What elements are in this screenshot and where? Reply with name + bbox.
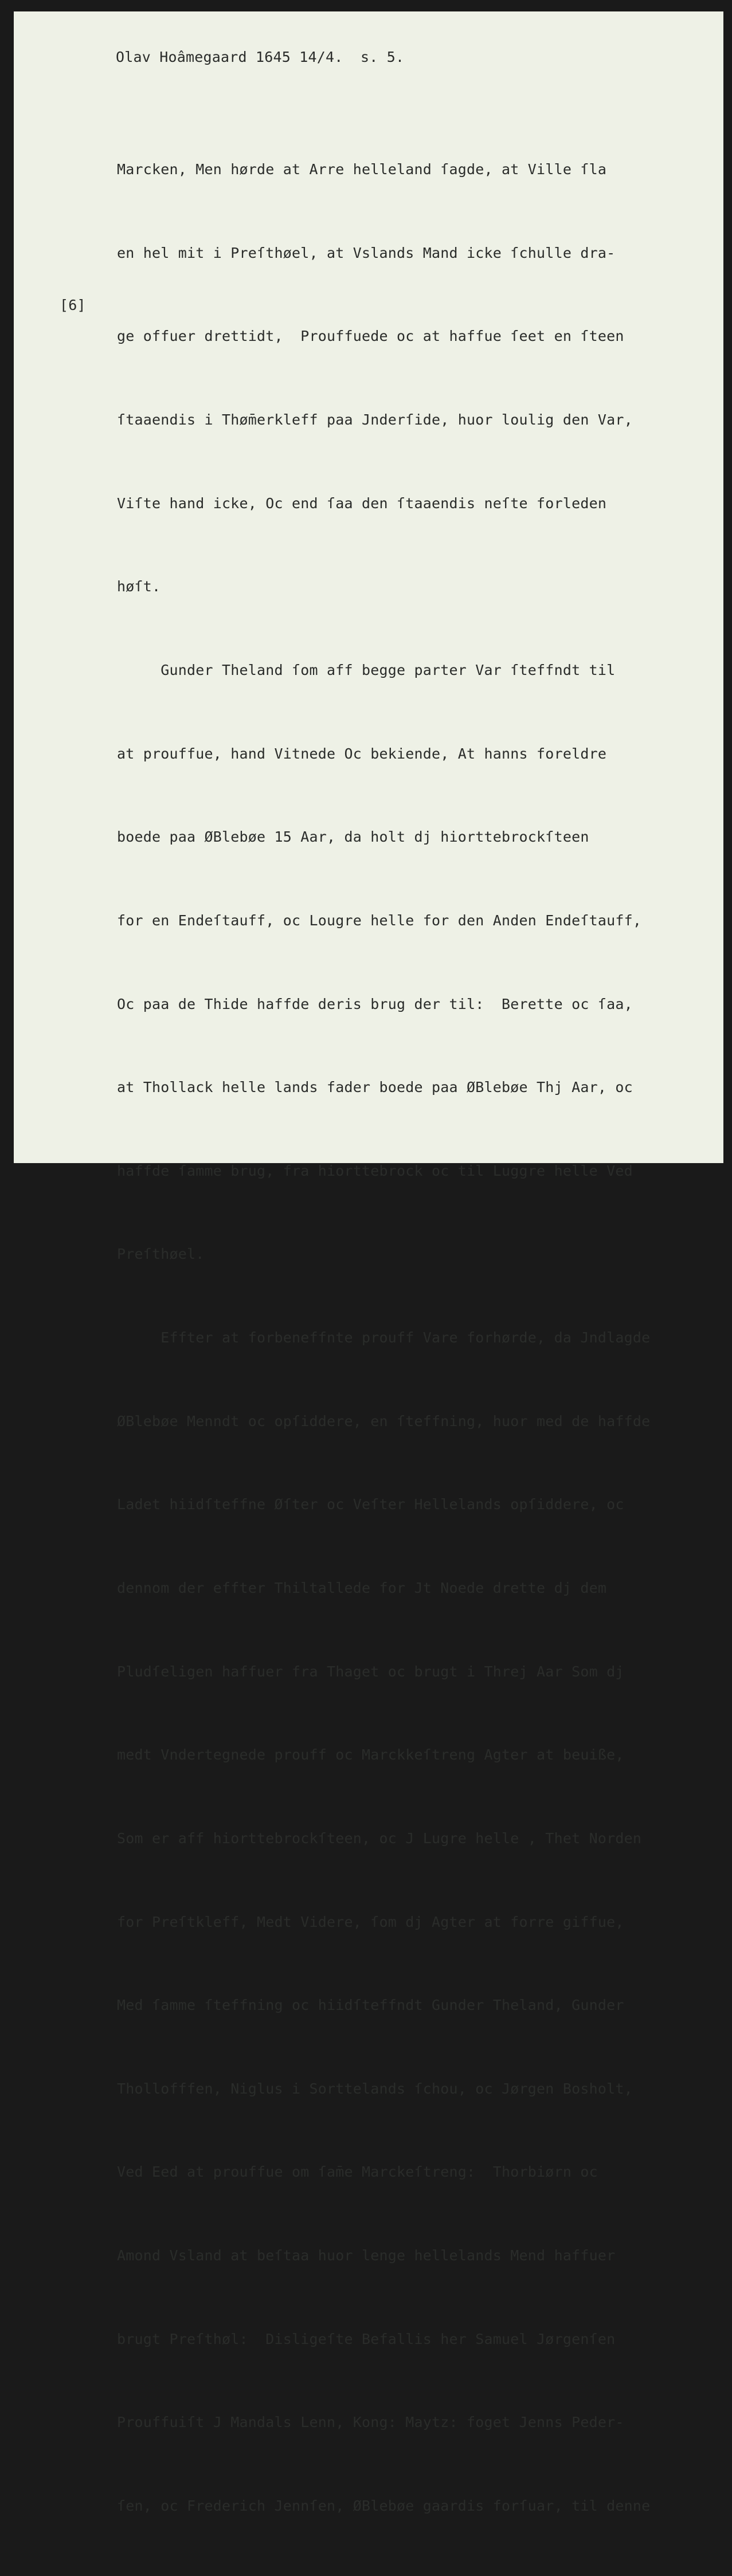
text-line: boede paa ØBlebøe 15 Aar, da holt dj hiorttebrockſteen <box>117 828 589 846</box>
text-line: Viſte hand icke, Oc end ſaa den ſtaaendis neſte forleden <box>117 494 607 512</box>
margin-note: [6] <box>60 297 86 313</box>
text-line: ØBlebøe Menndt oc opſiddere, en ſteffning, huor med de haffde <box>117 1412 651 1430</box>
text-line: Amond Vsland at beſtaa huor lenge hellelands Mend haffuer <box>117 2247 616 2264</box>
text-line: Pludſeligen haffuer fra Thaget oc brugt i Threj Aar Som dj <box>117 1663 624 1680</box>
text-line: for en Endeſtauff, oc Lougre helle for den Anden Endeſtauff, <box>117 912 642 929</box>
text-line: Ladet hiidſteffne Øſter oc Veſter Hellelands opſiddere, oc <box>117 1496 624 1513</box>
text-line: Gunder Theland ſom aff begge parter Var ſteffndt til <box>117 661 616 678</box>
text-line: for Preſtkleff, Medt Videre, ſom dj Agter at forre giffue, <box>117 1913 624 1930</box>
text-line: Marcken, Men hørde at Arre helleland ſagde, at Ville ſla <box>117 161 607 178</box>
text-line: ge offuer drettidt, Prouffuede oc at haffue ſeet en ſteen <box>117 328 624 345</box>
text-line: ſen, oc Frederich Jennſen, ØBlebøe gaardis forſuar, til denne <box>117 2498 651 2515</box>
text-line: Ved Eed at prouffue om ſam̄e Marckeſtreng: Thorbiørn oc <box>117 2163 598 2181</box>
text-line: høſt. <box>117 578 161 595</box>
text-line: ſtaaendis i Thøm̄erkleff paa Jnderſide, huor loulig den Var, <box>117 411 633 429</box>
text-line: en hel mit i Preſthøel, at Vslands Mand icke ſchulle dra- <box>117 244 616 261</box>
text-line: Med ſamme ſteffning oc hiidſteffndt Gunder Theland, Gunder <box>117 1997 624 2014</box>
text-line: Prouffuiſt J Mandals Lenn, Kong: Maytz: foget Jenns Peder- <box>117 2414 624 2431</box>
text-line: at prouffue, hand Vitnede Oc bekiende, At hanns foreldre <box>117 745 607 762</box>
text-line: at Thollack helle lands fader boede paa ØBlebøe Thj Aar, oc <box>117 1079 633 1096</box>
text-line: Thollofffen, Niglus i Sorttelands ſchou, oc Jørgen Bosholt, <box>117 2080 633 2097</box>
text-line: Effter at forbeneffnte prouff Vare forhørde, da Jndlagde <box>117 1329 651 1346</box>
text-line: haffde ſamme brug, fra hiorttebrock oc til Luggre helle Ved <box>117 1162 633 1179</box>
document-page <box>14 11 723 2515</box>
text-line: Preſthøel. <box>117 1246 205 1263</box>
text-line: Som er aff hiorttebrockſteen, oc J Lugre helle , Thet Norden <box>117 1829 642 1847</box>
text-line: Oc paa de Thide haffde deris brug der til: Berette oc ſaa, <box>117 995 633 1012</box>
text-line: medt Vndertegnede prouff oc Marckkeſtreng Agter at beuiße, <box>117 1746 624 1764</box>
text-line: dennom der effter Thiltallede for Jt Noede drette dj dem <box>117 1579 607 1596</box>
text-line: brugt Preſthøl: Disligeſte Befallis her Samuel Jørgenſen <box>117 2330 616 2347</box>
transcription-body <box>117 100 650 2576</box>
page-header: Olav Hoâmegaard 1645 14/4. s. 5. <box>116 49 405 65</box>
